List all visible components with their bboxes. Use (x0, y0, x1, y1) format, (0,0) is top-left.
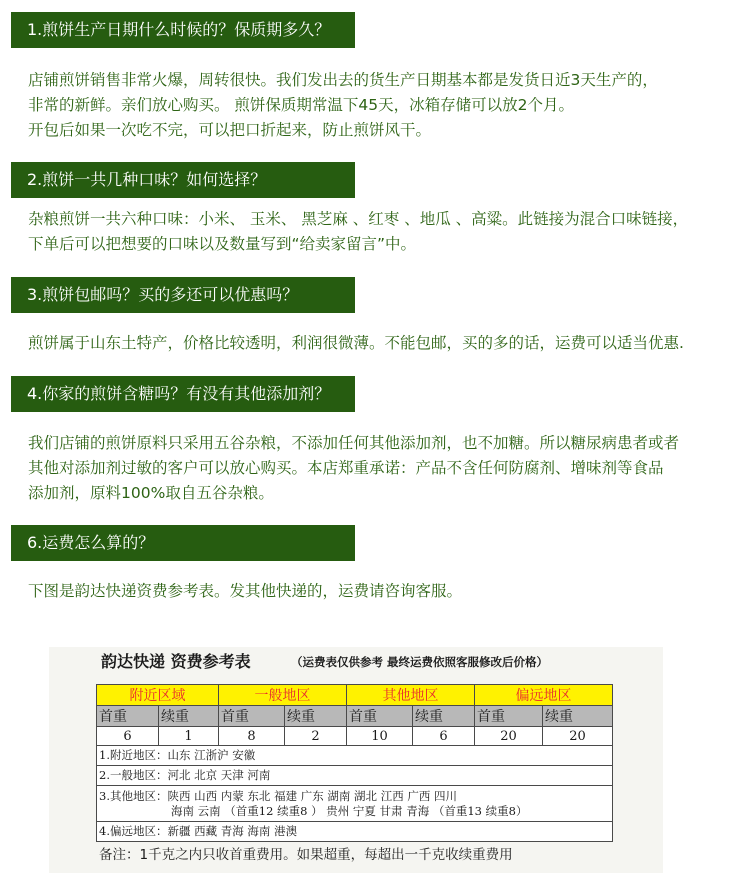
answer-line: 添加剂，原料100%取自五谷杂粮。 (28, 484, 274, 502)
answer-line: 我们店铺的煎饼原料只采用五谷杂粮，不添加任何其他添加剂，也不加糖。所以糖尿病患者或者 (28, 434, 680, 452)
weight-header-row (97, 706, 613, 727)
first-weight-header: 首重 (219, 706, 285, 727)
price-cell: 8 (219, 727, 285, 746)
first-weight-header: 首重 (347, 706, 413, 727)
region-other: 其他地区 (347, 685, 475, 706)
answer-line: 煎饼属于山东土特产，价格比较透明，利润很微薄。不能包邮，买的多的话，运费可以适当优惠. (28, 334, 684, 352)
shipping-rate-card (49, 647, 663, 873)
faq-question-1: 1.煎饼生产日期什么时候的？保质期多久？ (11, 12, 355, 48)
price-cell: 10 (347, 727, 413, 746)
answer-line: 杂粮煎饼一共六种口味：小米、 玉米、 黑芝麻 、红枣 、地瓜 、高粱。此链接为混合口味链接， (28, 210, 689, 228)
price-cell: 20 (543, 727, 613, 746)
answer-line: 下图是韵达快递资费参考表。发其他快递的，运费请咨询客服。 (28, 582, 463, 600)
first-weight-header: 首重 (475, 706, 543, 727)
note-line: 3.其他地区：陕西 山西 内蒙 东北 福建 广东 湖南 湖北 江西 广西 四川 (99, 788, 458, 803)
faq-question-2: 2.煎饼一共几种口味？如何选择？ (11, 162, 355, 198)
faq-answer-1 (28, 68, 740, 143)
price-cell: 2 (285, 727, 347, 746)
region-nearby: 附近区域 (97, 685, 219, 706)
price-row (97, 727, 613, 746)
region-remote: 偏远地区 (475, 685, 613, 706)
extra-weight-header: 续重 (543, 706, 613, 727)
extra-weight-header: 续重 (413, 706, 475, 727)
price-cell: 20 (475, 727, 543, 746)
price-cell: 6 (97, 727, 159, 746)
answer-line: 店铺煎饼销售非常火爆，周转很快。我们发出去的货生产日期基本都是发货日近3天生产的， (28, 71, 658, 89)
faq-answer-4 (28, 431, 740, 506)
region-note-row (97, 746, 613, 766)
faq-answer-3 (28, 331, 740, 356)
region-note-nearby: 1.附近地区：山东 江浙沪 安徽 (97, 746, 613, 766)
extra-weight-header: 续重 (159, 706, 219, 727)
faq-question-6: 6.运费怎么算的？ (11, 525, 355, 561)
rate-table (96, 684, 613, 842)
first-weight-header: 首重 (97, 706, 159, 727)
faq-question-4: 4.你家的煎饼含糖吗？有没有其他添加剂？ (11, 376, 355, 412)
answer-line: 开包后如果一次吃不完，可以把口折起来，防止煎饼风干。 (28, 121, 432, 139)
faq-answer-2 (28, 207, 740, 257)
region-header-row (97, 685, 613, 706)
answer-line: 其他对添加剂过敏的客户可以放心购买。本店郑重承诺：产品不含任何防腐剂、增味剂等食品 (28, 459, 664, 477)
price-cell: 6 (413, 727, 475, 746)
answer-line: 非常的新鲜。亲们放心购买。 煎饼保质期常温下45天，冰箱存储可以放2个月。 (28, 96, 575, 114)
region-note-row (97, 766, 613, 786)
faq-answer-6 (28, 579, 740, 604)
rate-card-subtitle: （运费表仅供参考 最终运费依照客服修改后价格） (291, 655, 549, 669)
region-note-row (97, 786, 613, 822)
answer-line: 下单后可以把想要的口味以及数量写到“给卖家留言”中。 (28, 235, 417, 253)
region-note-remote: 4.偏远地区：新疆 西藏 青海 海南 港澳 (97, 822, 613, 842)
rate-card-title: 韵达快递 资费参考表 (101, 652, 251, 671)
extra-weight-header: 续重 (285, 706, 347, 727)
note-line: 海南 云南 （首重12 续重8 ） 贵州 宁夏 甘肃 青海 （首重13 续重8） (171, 803, 528, 818)
region-note-row (97, 822, 613, 842)
price-cell: 1 (159, 727, 219, 746)
region-general: 一般地区 (219, 685, 347, 706)
region-note-general: 2.一般地区：河北 北京 天津 河南 (97, 766, 613, 786)
rate-card-footnote: 备注：1千克之内只收首重费用。如果超重，每超出一千克收续重费用 (99, 847, 513, 863)
faq-question-3: 3.煎饼包邮吗？买的多还可以优惠吗？ (11, 277, 355, 313)
region-note-other (97, 786, 613, 822)
